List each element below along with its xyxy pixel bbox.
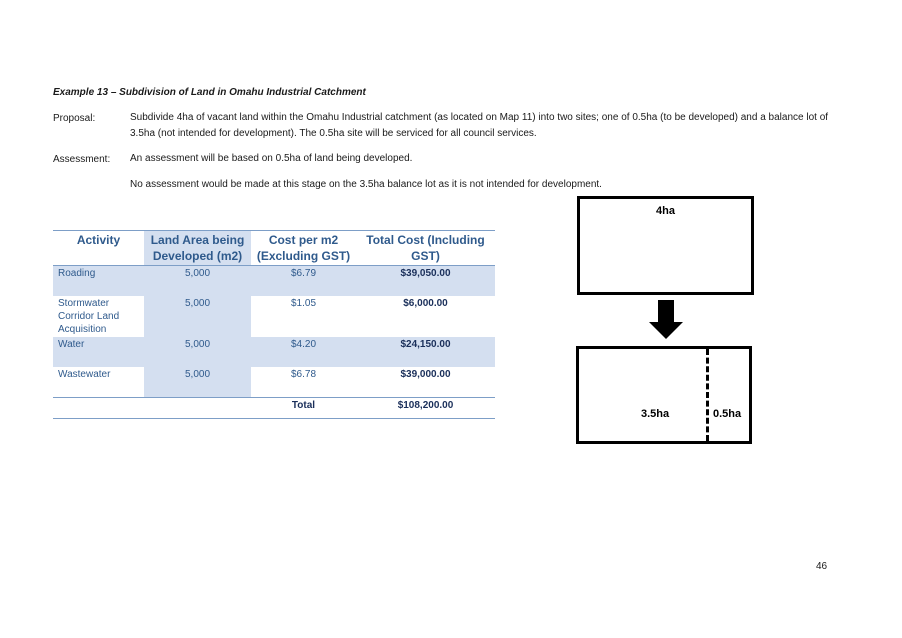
proposal-text: Subdivide 4ha of vacant land within the Omahu Industrial catchment (as located on Map 11) into two sites; one of 0.5ha (to be developed) and a balance lot of 3.5ha (not intended for development). The 0.5ha site will be serviced for all council services. xyxy=(130,112,829,139)
table-row xyxy=(53,266,495,297)
cell-empty xyxy=(53,398,144,419)
cell-cost: $4.20 xyxy=(251,337,356,367)
balance-lot-label: 3.5ha xyxy=(641,408,670,420)
cell-total: $39,000.00 xyxy=(400,369,451,380)
cost-table xyxy=(53,230,495,419)
proposal-label: Proposal: xyxy=(53,113,96,124)
table-row xyxy=(53,296,495,337)
cell-area: 5,000 xyxy=(144,296,251,337)
example-heading: Example 13 – Subdivision of Land in Omahu Industrial Catchment xyxy=(53,87,366,98)
cell-activity: Wastewater xyxy=(58,369,111,380)
cell-activity: Roading xyxy=(53,266,144,297)
cell-total: $6,000.00 xyxy=(403,298,448,309)
assessment-text-2: No assessment would be made at this stage on the 3.5ha balance lot as it is not intended for development. xyxy=(130,179,602,190)
cell-empty xyxy=(144,398,251,419)
developed-lot-label: 0.5ha xyxy=(713,408,742,420)
cell-activity: Stormwater Corridor Land Acquisition xyxy=(58,298,120,335)
cell-cost: $1.05 xyxy=(290,298,317,309)
header-land-area: Land Area being Developed (m2) xyxy=(144,231,251,266)
table-total-row xyxy=(53,398,495,419)
total-value: $108,200.00 xyxy=(356,398,495,419)
header-total-cost: Total Cost (Including GST) xyxy=(356,231,495,266)
cell-activity: Water xyxy=(53,337,144,367)
subdivided-lot-box xyxy=(576,346,752,444)
cell-area: 5,000 xyxy=(144,337,251,367)
page-number: 46 xyxy=(816,561,828,572)
assessment-label: Assessment: xyxy=(53,154,111,165)
assessment-text-1: An assessment will be based on 0.5ha of land being developed. xyxy=(130,153,413,164)
subdivision-line xyxy=(706,349,709,441)
cell-total: $24,150.00 xyxy=(356,337,495,367)
cell-cost: $6.79 xyxy=(251,266,356,297)
table-row xyxy=(53,367,495,398)
cell-cost: $6.78 xyxy=(290,369,317,380)
original-lot-box xyxy=(577,196,754,295)
total-label: Total xyxy=(251,398,356,419)
cell-area: 5,000 xyxy=(144,266,251,297)
original-lot-label: 4ha xyxy=(656,205,675,217)
table-header-row xyxy=(53,231,495,266)
header-activity: Activity xyxy=(53,231,144,266)
cell-total: $39,050.00 xyxy=(356,266,495,297)
table-row xyxy=(53,337,495,367)
cell-area: 5,000 xyxy=(144,367,251,398)
down-arrow-icon xyxy=(648,300,684,340)
header-cost-per-m2: Cost per m2 (Excluding GST) xyxy=(251,231,356,266)
